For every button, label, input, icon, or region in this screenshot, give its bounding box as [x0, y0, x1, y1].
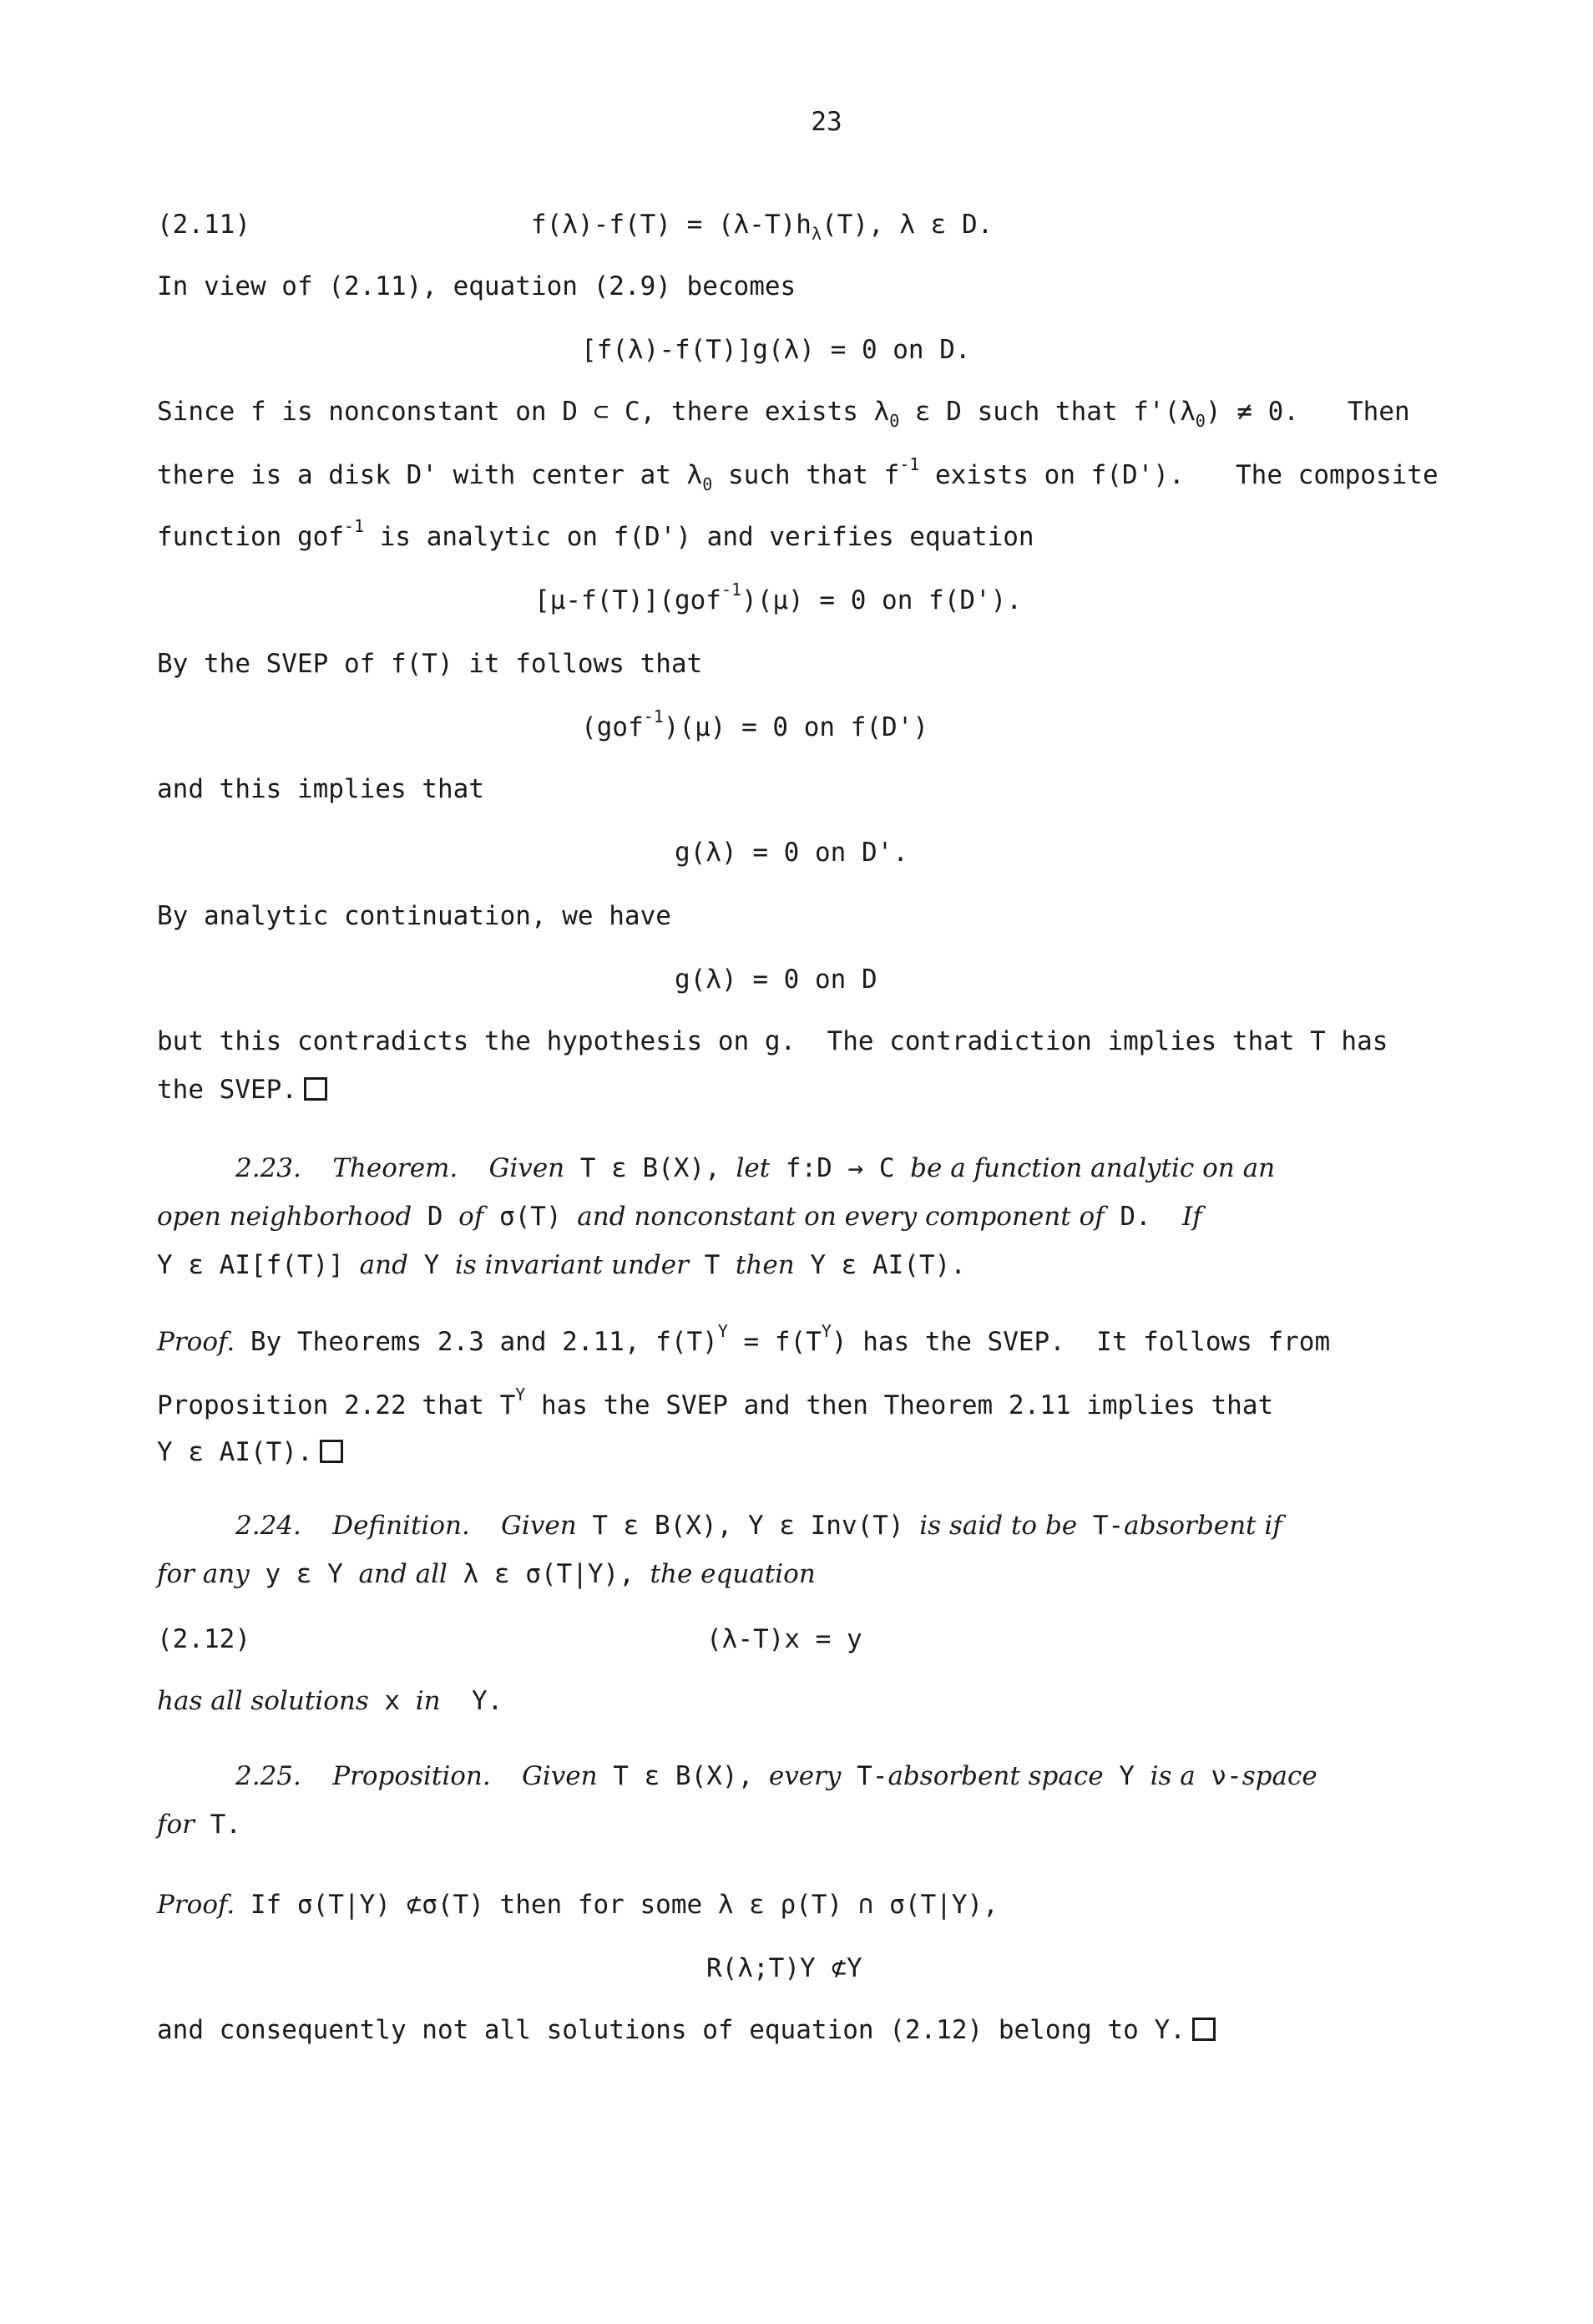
text-line-function: function gof$^{-1}$ is analytic on f(D') and verifies equation [157, 516, 1034, 552]
text-line-continuation: By analytic continuation, we have [157, 901, 671, 931]
proposition-2-25-line-1: 2.25. Proposition. Given T ε B(X), every T-absorbent space Y is a ν-space [235, 1761, 1317, 1791]
text-line-solutions: has all solutions x in Y. [157, 1686, 503, 1716]
display-equation-4: g(λ) = 0 on D'. [675, 838, 908, 868]
qed-box-icon [1192, 2018, 1216, 2041]
equation-number-2-12: (2.12) [157, 1624, 250, 1654]
text-line-implies: and this implies that [157, 774, 484, 804]
definition-2-24-line-2: for any y ε Y and all λ ε σ(T|Y), the equation [157, 1559, 816, 1589]
text-word-then: Then [1348, 397, 1410, 427]
text-line-consequently: and consequently not all solutions of equation (2.12) belong to Y. [157, 2018, 1216, 2043]
proof-1-line-1: Proof. By Theorems 2.3 and 2.11, $f(T)^Y = f(T^Y)$ has the SVEP. It follows from [157, 1321, 1331, 1357]
qed-box-icon [304, 1077, 327, 1101]
text-line-contradicts: but this contradicts the hypothesis on g. The contradiction implies that T has [157, 1026, 1388, 1056]
text-words-composite: The composite [1236, 460, 1439, 490]
theorem-2-23-line-1: 2.23. Theorem. Given T ε B(X), let f:D → C be a function analytic on an [235, 1153, 1276, 1183]
definition-2-24-line-1: 2.24. Definition. Given T ε B(X), Y ε Inv(T) is said to be T-absorbent if [235, 1511, 1282, 1541]
equation-2-12: (λ-T)x = y [706, 1624, 862, 1654]
display-equation-5: g(λ) = 0 on D [675, 965, 877, 995]
text-line-nonconstant: Since f is nonconstant on D ⊂ C, there exists $\lambda_0$ ε D such that $f'(\lambda_0) \ne 0$. [157, 397, 1299, 431]
page-number: 23 [811, 107, 842, 137]
proof-2-line-1: Proof. If σ(T|Y) ⊄σ(T) then for some λ ε ρ(T) ∩ σ(T|Y), [157, 1890, 999, 1920]
proof-1-line-3: Y ε AI(T). [157, 1440, 343, 1466]
display-equation-1: [f(λ)-f(T)]g(λ) = 0 on D. [581, 335, 971, 365]
text-line-svep: By the SVEP of f(T) it follows that [157, 649, 703, 679]
display-equation-3: (gof$^{-1}$)(μ) = 0 on f(D') [581, 706, 929, 742]
qed-box-icon [320, 1440, 343, 1463]
display-equation-2: [μ-f(T)](gof$^{-1}$)(μ) = 0 on f(D'). [534, 580, 1023, 615]
text-line-the-svep: the SVEP. [157, 1077, 327, 1103]
display-equation-6: R(λ;T)Y ⊄Y [706, 1953, 862, 1983]
theorem-2-23-line-3: Y ε AI[f(T)] and Y is invariant under T then Y ε AI(T). [157, 1250, 966, 1280]
theorem-2-23-line-2: open neighborhood D of σ(T) and nonconstant on every component of D. If [157, 1202, 1202, 1232]
proof-1-line-2: Proposition 2.22 that $T^Y$ has the SVEP and then Theorem 2.11 implies that [157, 1385, 1274, 1420]
text-line-disk: there is a disk D' with center at $\lambda_0$ such that $f^{-1}$ exists on f(D'). [157, 454, 1185, 494]
equation-number-2-11: (2.11) [157, 210, 250, 240]
proposition-2-25-line-2: for T. [157, 1810, 241, 1840]
equation-2-11: $f(\lambda)-f(T) = (\lambda-T)h_\lambda(T)$, λ ε D. [531, 210, 994, 244]
text-line-view: In view of (2.11), equation (2.9) becomes [157, 271, 796, 301]
